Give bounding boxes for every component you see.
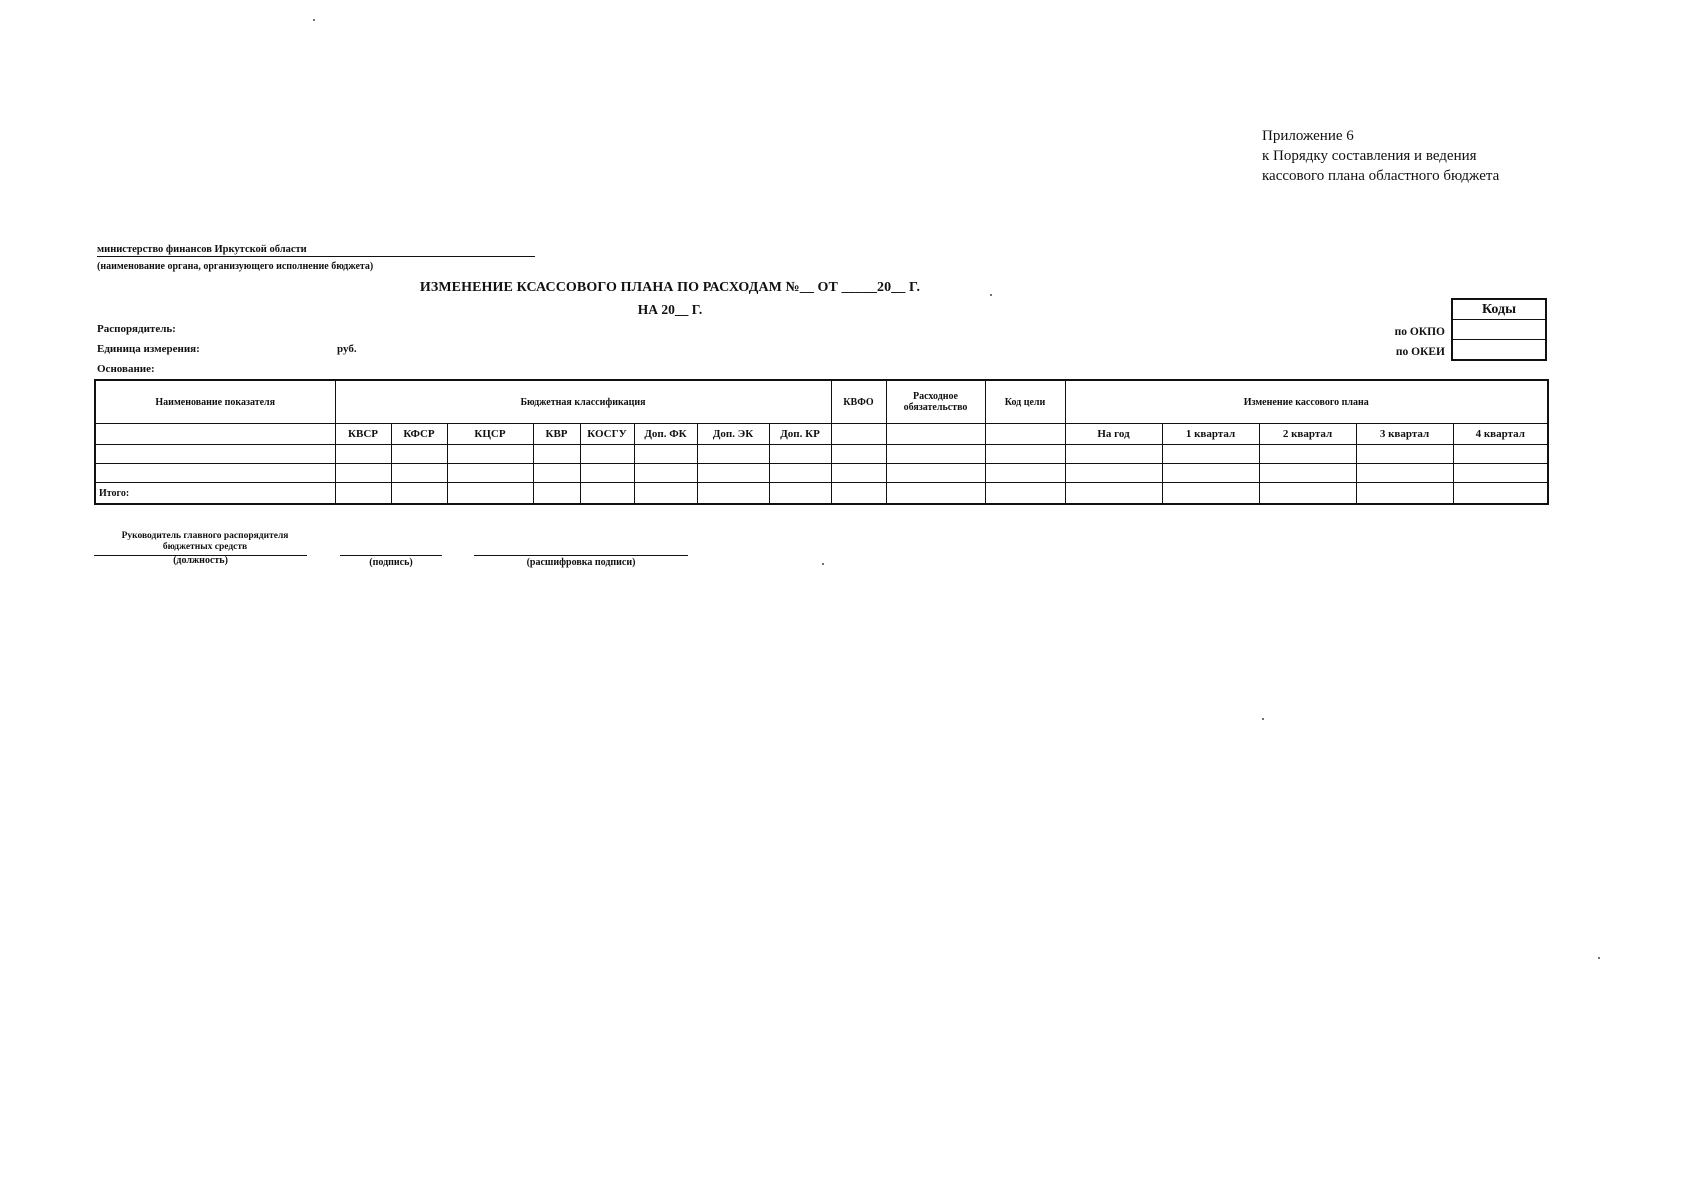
appendix-line-1: Приложение 6 [1262, 128, 1354, 144]
header-goal-code: Код цели [985, 380, 1065, 424]
scan-speck [1262, 718, 1264, 720]
scan-speck [313, 19, 315, 21]
appendix-line-2: к Порядку составления и ведения [1262, 148, 1477, 164]
header-plan-change: Изменение кассового плана [1065, 380, 1548, 424]
table-subheader-row [95, 424, 1548, 445]
col-q4: 4 квартал [1453, 424, 1548, 445]
scan-speck [990, 294, 992, 296]
unit-label: Единица измерения: [97, 343, 200, 355]
col-kvr: КВР [533, 424, 580, 445]
signature-role-line-2: бюджетных средств [162, 542, 248, 552]
scan-speck [822, 563, 824, 565]
col-q2: 2 квартал [1259, 424, 1356, 445]
col-kvsr: КВСР [335, 424, 391, 445]
appendix-line-3: кассового плана областного бюджета [1262, 168, 1500, 184]
okpo-label: по ОКПО [1394, 326, 1445, 338]
subheader-obligation-empty [886, 424, 985, 445]
position-caption: (должность) [173, 555, 228, 566]
col-kfsr: КФСР [391, 424, 447, 445]
codes-header: Коды [1452, 299, 1546, 320]
col-q1: 1 квартал [1162, 424, 1259, 445]
signature-role-line-1: Руководитель главного распорядителя [121, 531, 289, 541]
col-dop-kr: Доп. КР [769, 424, 831, 445]
col-kcsr: КЦСР [447, 424, 533, 445]
appendix-note [1262, 126, 1499, 186]
header-kvfo: КВФО [831, 380, 886, 424]
okpo-code-cell [1452, 320, 1546, 340]
subheader-goal-empty [985, 424, 1065, 445]
decoding-caption: (расшифровка подписи) [526, 557, 636, 568]
table-row [95, 464, 1548, 483]
table-total-row [95, 483, 1548, 505]
col-q3: 3 квартал [1356, 424, 1453, 445]
signature-role [100, 531, 310, 553]
col-kosgu: КОСГУ [580, 424, 634, 445]
document-subtitle: НА 20__ Г. [637, 302, 703, 317]
okei-code-cell [1452, 340, 1546, 361]
codes-box [1451, 298, 1547, 361]
basis-label: Основание: [97, 363, 155, 375]
header-budget-classification: Бюджетная классификация [335, 380, 831, 424]
scan-speck [1598, 957, 1600, 959]
header-obligation: Расходное обязательство [886, 380, 985, 424]
total-label: Итого: [95, 483, 335, 505]
signature-line [340, 555, 442, 556]
okei-label: по ОКЕИ [1395, 346, 1445, 358]
cash-plan-table [94, 379, 1549, 505]
subheader-empty [95, 424, 335, 445]
col-year: На год [1065, 424, 1162, 445]
manager-label: Распорядитель: [97, 323, 176, 335]
col-dop-fk: Доп. ФК [634, 424, 697, 445]
unit-value: руб. [337, 343, 357, 355]
table-header-row [95, 380, 1548, 424]
header-indicator: Наименование показателя [95, 380, 335, 424]
subheader-kvfo-empty [831, 424, 886, 445]
col-dop-ek: Доп. ЭК [697, 424, 769, 445]
table-row [95, 445, 1548, 464]
document-title: ИЗМЕНЕНИЕ КСАССОВОГО ПЛАНА ПО РАСХОДАМ №__ ОТ _____20__ Г. [419, 280, 921, 295]
signature-caption: (подпись) [369, 557, 413, 568]
organization-name: министерство финансов Иркутской области [97, 244, 535, 257]
decoding-line [474, 555, 688, 556]
organization-caption: (наименование органа, организующего исполнение бюджета) [97, 261, 374, 272]
